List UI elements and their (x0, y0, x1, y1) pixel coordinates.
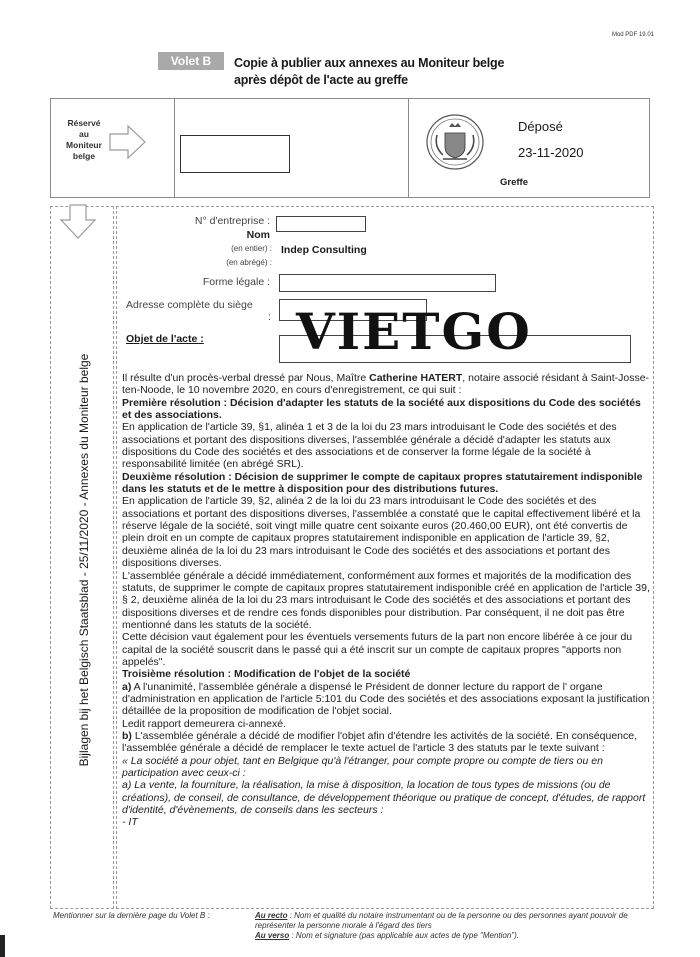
resolution-2-text-3: Cette décision vaut également pour les éventuels versements futurs de la part non encore libérée à ce jour du capital de la société souscrit dans le passé qui a été inscrit sur un compte de capitaux propres "apports non appelés". (122, 631, 633, 668)
address-separator: : (268, 311, 271, 323)
company-number-redacted (276, 216, 366, 232)
legal-form-redacted (279, 274, 496, 292)
reserve-line-1: Réservé (67, 118, 101, 128)
quote-paragraph-3: - IT (122, 816, 138, 829)
name-full-label: (en entier) : (231, 244, 272, 253)
right-arrow-icon (108, 122, 148, 162)
resolution-2-title: Deuxième résolution : Décision de supprimer le compte de capitaux propres statutairement indisponible dans les statuts et de le mettre à disposition pour des distributions futures. (122, 470, 643, 496)
resolution-1-text: En application de l'article 39, §1, alinéa 1 et 3 de la loi du 23 mars introduisant le Code des sociétés et des associations et portant des dispositions diverses, l'assemblée générale a décidé d'adapter les statuts aux dispositions du Code des sociétés et des associations et de conserver la forme légale de la société à responsabilité limitée (en abrégé SRL). (122, 421, 617, 471)
name-label: Nom (246, 229, 270, 241)
quote-paragraph-2: a) La vente, la fourniture, la réalisation, la mise à disposition, la location de tous types de missions (ou de créations), de conseil, de consultance, de développement théorique ou pratique de concept, d'études, de rapport d'identité, d'évènements, de conseils dans les secteurs : (122, 779, 646, 817)
intro-paragraph: Il résulte d'un procès-verbal dressé par Nous, Maître Catherine HATERT, notaire associé résidant à Saint-Josse-ten-Noode, le 10 novembre 2020, en cours d'enregistrement, ce qui suit : (122, 372, 650, 397)
volet-badge: Volet B (158, 52, 224, 70)
footer-recto: Au recto : Nom et qualité du notaire instrumentant ou de la personne ou des personnes ayant pouvoir de représenter la personne morale à l'égard des tiers (255, 911, 628, 930)
reserve-line-4: belge (72, 151, 96, 161)
deposit-divider (408, 98, 409, 198)
coat-of-arms-seal-icon (425, 113, 485, 171)
footer-label: Mentionner sur la dernière page du Volet B : (53, 911, 210, 920)
reserve-line-2: au (79, 129, 89, 139)
edge-mark (0, 935, 5, 957)
deposit-status: Déposé (518, 119, 563, 134)
deposit-office: Greffe (500, 177, 528, 188)
reserve-label (56, 118, 112, 162)
resolution-3-a: a) A l'unanimité, l'assemblée générale a dispensé le Président de donner lecture du rapport de l' organe d'administration en application de l'article 5:101 du Code des sociétés et des associations exposant la justification détaillée de la proposition de modification de l'objet social. (122, 680, 650, 718)
company-name: Indep Consulting (281, 244, 367, 256)
resolution-2-text-2: L'assemblée générale a décidé immédiatement, conformément aux formes et majorités de la modification des statuts, de supprimer le compte de capitaux propres statutairement indisponible créé en application de l'article 39, § 2, deuxième alinéa de la loi du 23 mars introduisant le Code des sociétés et des associations et portant des dispositions diverses et de rendre ces fonds disponibles pour distribution. Par conséquent, il ne doit pas être mentionné dans les statuts de la société. (122, 569, 650, 631)
watermark: VIETGO (296, 302, 532, 361)
name-short-label: (en abrégé) : (226, 258, 272, 267)
notary-name: Catherine HATERT (369, 372, 463, 384)
quote-paragraph-1: « La société a pour objet, tant en Belgique qu'à l'étranger, pour compte propre ou compte de tiers ou en participation avec ceux-ci : (122, 754, 603, 779)
footer-instructions (255, 911, 655, 941)
object-label: Objet de l'acte : (126, 333, 204, 345)
reserve-divider (174, 98, 175, 198)
resolution-3-annex: Ledit rapport demeurera ci-annexé. (122, 717, 287, 730)
legal-form-label: Forme légale : (202, 276, 270, 288)
title-line-1: Copie à publier aux annexes au Moniteur belge (234, 56, 505, 70)
form-code: Mod PDF 19.01 (611, 32, 654, 38)
company-number-label: N° d'entreprise : (194, 215, 270, 227)
page-title (234, 55, 504, 89)
address-label: Adresse complète du siège (126, 299, 253, 311)
down-arrow-icon (58, 204, 98, 240)
title-line-2: après dépôt de l'acte au greffe (234, 73, 408, 87)
reserve-line-3: Moniteur (66, 140, 102, 150)
resolution-3-title: Troisième résolution : Modification de l'objet de la société (122, 668, 411, 681)
deposit-date: 23-11-2020 (518, 145, 584, 160)
resolution-1-title: Première résolution : Décision d'adapter les statuts de la société aux dispositions du Code des sociétés et des associations. (122, 396, 641, 422)
resolution-3-b: b) L'assemblée générale a décidé de modifier l'objet afin d'étendre les activités de la société. En conséquence, l'assemblée générale a décidé de remplacer le texte actuel de l'article 3 des statuts par le texte suivant : (122, 729, 637, 755)
footer-verso: Au verso : Nom et signature (pas applicable aux actes de type "Mention"). (255, 931, 520, 940)
redacted-box (180, 135, 290, 173)
document-body (122, 372, 652, 829)
resolution-2-text-1: En application de l'article 39, §2, alinéa 2 de la loi du 23 mars introduisant le Code des sociétés et des associations et portant des dispositions diverses, l'assemblée a constaté que le capital effectivement libéré et la réserve légale de la société, soit vingt mille quatre cent soixante euros (20.460,00 EUR), ont été convertis de plein droit en un compte de capitaux propres statutairement indisponible en application de l'article 39, §2, deuxième alinéa de la loi du 23 mars introduisant le Code des sociétés et des associations et portant des dispositions diverses. (122, 495, 641, 570)
vertical-caption: Bijlagen bij het Belgisch Staatsblad - 25/11/2020 - Annexes du Moniteur belge (77, 353, 91, 767)
